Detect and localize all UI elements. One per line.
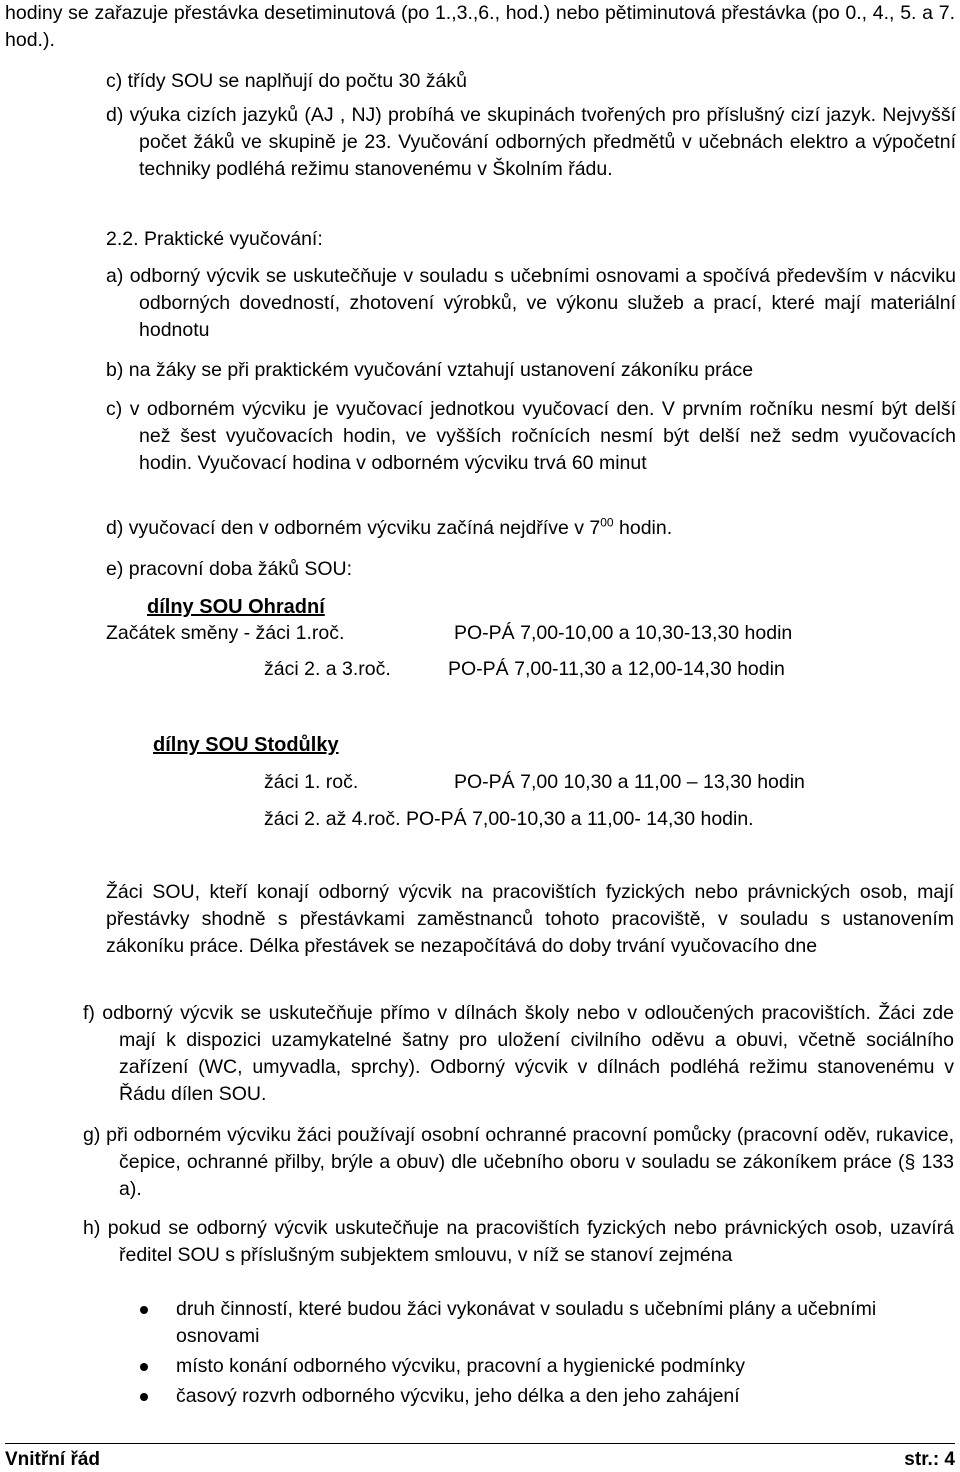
item-b-labor-code: b) na žáky se při praktickém vyučování vztahují ustanovení zákoníku práce <box>106 359 754 381</box>
item-g-protective-equipment: g) při odborném výcviku žáci používají osobní ochranné pracovní pomůcky (pracovní oděv, rukavice, čepice, ochranné přilby, brýle a obuv) dle učebního oboru v souladu se zákoníkem práce (§ 133 a). <box>83 1124 954 1200</box>
bullet-text: místo konání odborného výcviku, pracovní a hygienické podmínky <box>176 1355 746 1377</box>
item-d-text: d) vyučovací den v odborném výcviku začíná nejdříve v 7 <box>106 517 601 539</box>
item-e-working-hours: e) pracovní doba žáků SOU: <box>106 558 353 580</box>
section-heading: 2.2. Praktické vyučování: <box>106 228 323 250</box>
stodulky-title: dílny SOU Stodůlky <box>153 734 339 756</box>
stodulky-row2: žáci 2. až 4.roč. PO-PÁ 7,00-10,30 a 11,00- 14,30 hodin. <box>264 808 754 830</box>
breaks-paragraph: Žáci SOU, kteří konají odborný výcvik na pracovištích fyzických nebo právnických osob, mají přestávky shodně s přestávkami zaměstnanců tohoto pracoviště, v souladu s ustanovením zákoníku práce. Délka přestávek se nezapočítává do doby trvání vyučovacího dne <box>106 881 954 957</box>
item-d-superscript: 00 <box>600 515 614 530</box>
contract-bullet-list <box>140 1296 955 1413</box>
item-c-class-size: c) třídy SOU se naplňují do počtu 30 žáků <box>106 70 467 92</box>
bullet-text: časový rozvrh odborného výcviku, jeho délka a den jeho zahájení <box>176 1385 740 1407</box>
item-c-teaching-day: c) v odborném výcviku je vyučovací jednotkou vyučovací den. V prvním ročníku nesmí být delší než šest vyučovacích hodin, ve vyšších ročnících nesmí být delší než sedm vyučovacích hodin. Vyučovací hodina v odborném výcviku trvá 60 minut <box>106 398 956 474</box>
bullet-icon <box>140 1363 148 1371</box>
item-d-start-time <box>106 515 956 542</box>
bullet-icon <box>140 1393 148 1401</box>
ohradni-row1-label: Začátek směny - žáci 1.roč. <box>106 622 345 644</box>
item-f-workshops: f) odborný výcvik se uskutečňuje přímo v dílnách školy nebo v odloučených pracovištích. Žáci zde mají k dispozici uzamykatelné šatny pro uložení civilního oděvu a obuvi, včetně sociálního zařízení (WC, umyvadla, sprchy). Odborný výcvik v dílnách podléhá režimu stanovenému v Řádu dílen SOU. <box>83 1002 954 1105</box>
ohradni-row2-time: PO-PÁ 7,00-11,30 a 12,00-14,30 hodin <box>448 658 785 680</box>
ohradni-row1-time: PO-PÁ 7,00-10,00 a 10,30-13,30 hodin <box>454 622 793 644</box>
ohradni-row2-label: žáci 2. a 3.roč. <box>264 658 391 680</box>
ohradni-title: dílny SOU Ohradní <box>147 596 325 618</box>
bullet-item <box>140 1296 955 1350</box>
bullet-icon <box>140 1306 148 1314</box>
bullet-item <box>140 1383 955 1410</box>
footer-title: Vnitřní řád <box>5 1449 101 1470</box>
stodulky-row1-label: žáci 1. roč. <box>264 771 359 793</box>
item-d-language-groups: d) výuka cizích jazyků (AJ , NJ) probíhá ve skupinách tvořených pro příslušný cizí jazyk. Nejvyšší počet žáků ve skupině je 23. Vyučování odborných předmětů v učebnách elektro a výpočetní techniky podléhá režimu stanovenému v Školním řádu. <box>106 104 956 180</box>
item-a-practical: a) odborný výcvik se uskutečňuje v souladu s učebními osnovami a spočívá především v nácviku odborných dovedností, zhotovení výrobků, ve výkonu služeb a prací, které mají materiální hodnotu <box>106 265 956 341</box>
footer-divider <box>5 1443 955 1444</box>
item-d-end: hodin. <box>613 517 673 539</box>
bullet-item <box>140 1353 955 1380</box>
footer-page-number: str.: 4 <box>904 1449 955 1470</box>
intro-paragraph: hodiny se zařazuje přestávka desetiminutová (po 1.,3.,6., hod.) nebo pětiminutová přestávka (po 0., 4., 5. a 7. hod.). <box>5 2 955 51</box>
stodulky-row1-time: PO-PÁ 7,00 10,30 a 11,00 – 13,30 hodin <box>454 771 805 793</box>
item-h-contract: h) pokud se odborný výcvik uskutečňuje na pracovištích fyzických nebo právnických osob, uzavírá ředitel SOU s příslušným subjektem smlouvu, v níž se stanoví zejména <box>83 1217 954 1266</box>
bullet-text: druh činností, které budou žáci vykonávat v souladu s učebními plány a učebními osnovami <box>176 1298 877 1347</box>
